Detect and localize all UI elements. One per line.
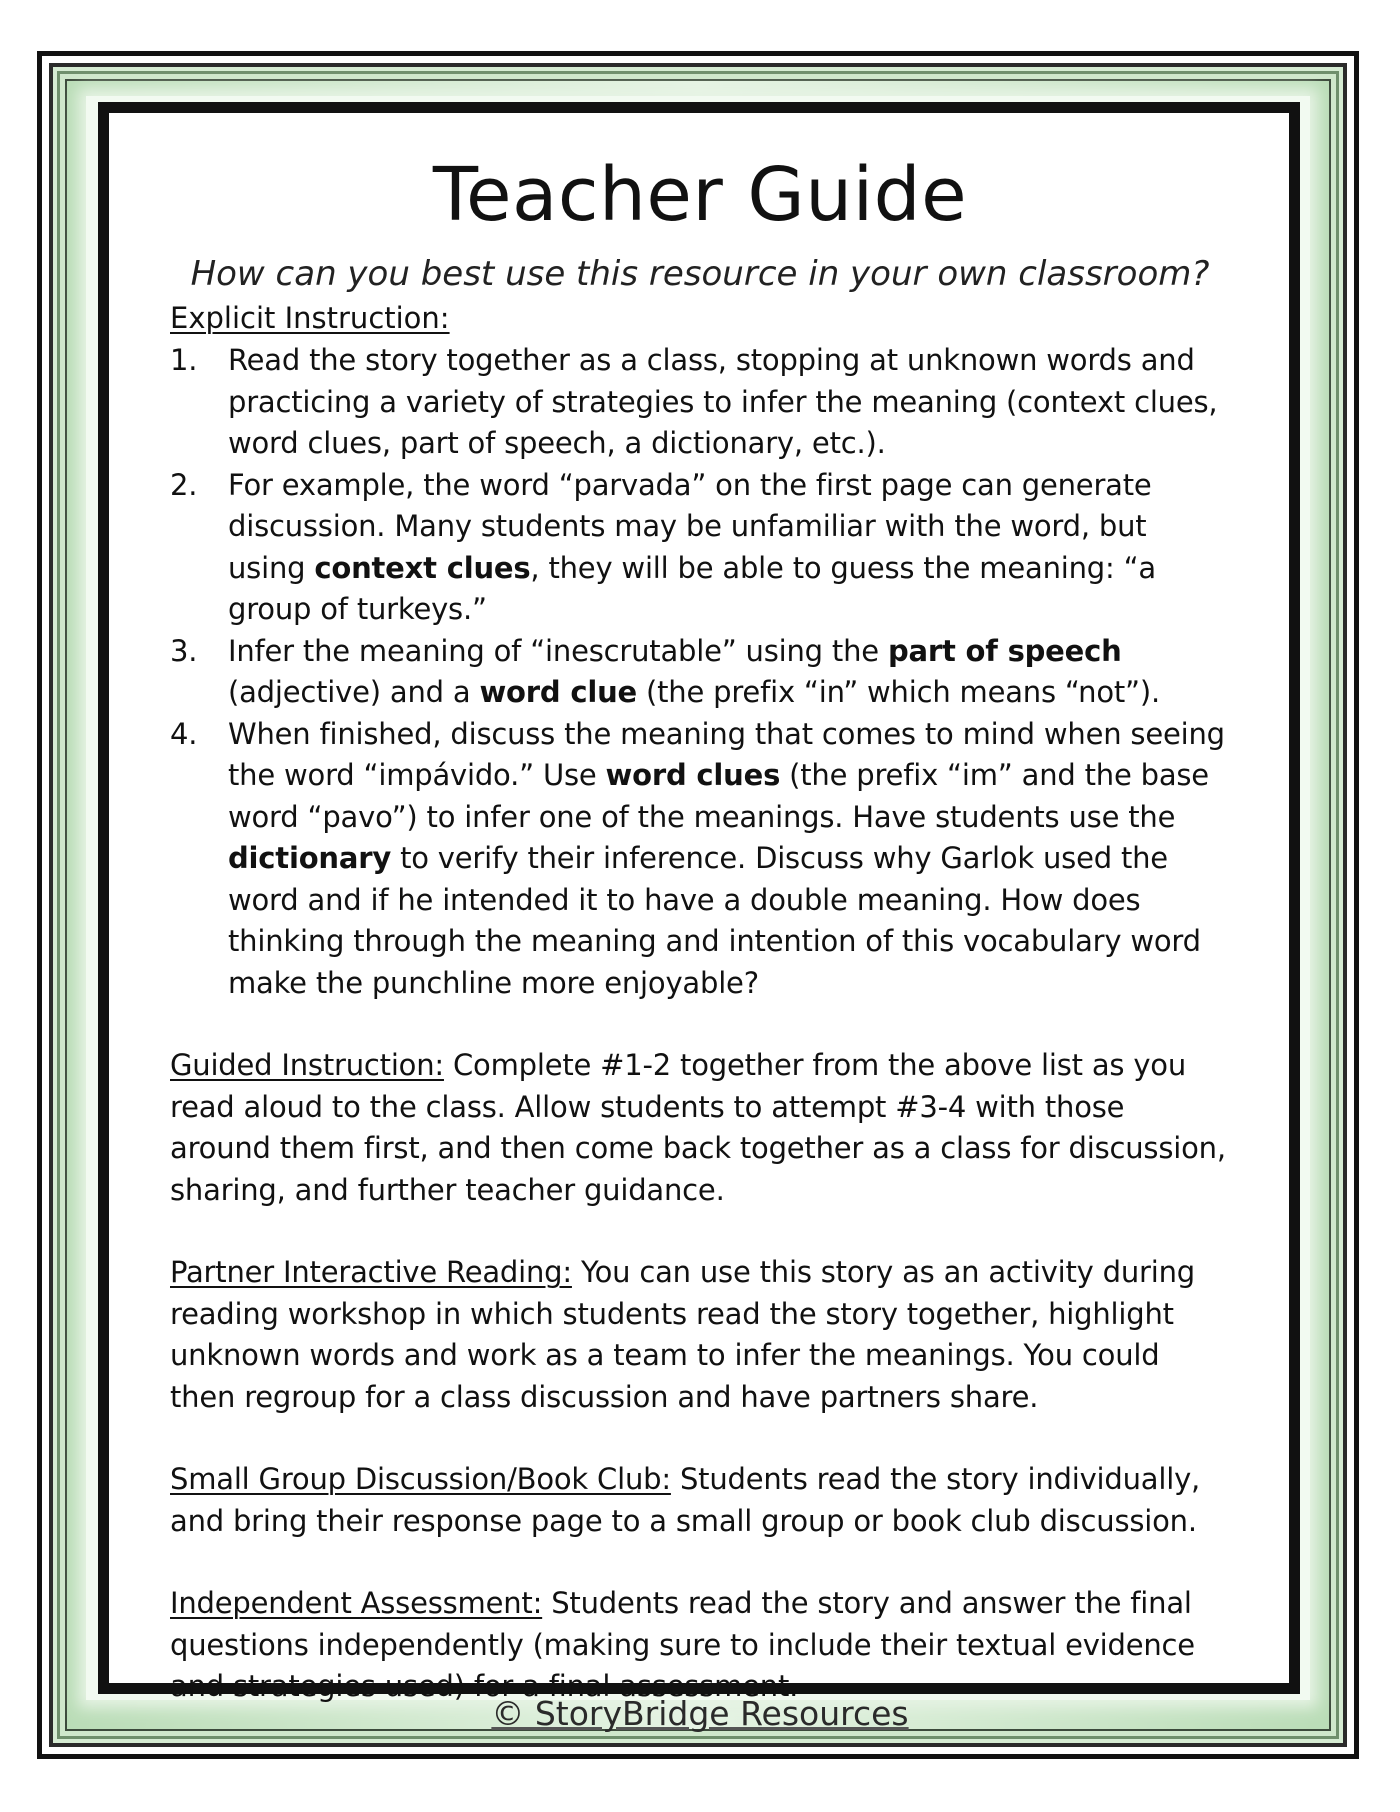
independent-assessment-paragraph — [170, 1583, 1230, 1708]
step-number: 3. — [170, 633, 198, 668]
guided-instruction-text: Complete #1-2 together from the above list as you read aloud to the class. Allow students to attempt #3-4 with those around them first, and then come back together as a class for discussion, sharing, and further teacher guidance. — [170, 1048, 1226, 1207]
copyright-footer: © StoryBridge Resources — [491, 1694, 909, 1733]
step-bold-term: word clues — [605, 758, 781, 792]
step-text: , they will be able to guess the meaning: “a group of turkeys.” — [228, 550, 1156, 626]
step-bold-term: word clue — [479, 675, 637, 709]
independent-assessment-text: Students read the story and answer the final questions independently (making sure to include their textual evidence and strategies used) for a final assessment. — [170, 1586, 1195, 1703]
guided-instruction-paragraph — [170, 1045, 1230, 1211]
list-item — [170, 465, 1230, 631]
page-subtitle: How can you best use this resource in your own classroom? — [190, 254, 1210, 294]
spacer — [170, 1542, 1230, 1583]
step-bold-term: context clues — [314, 550, 531, 585]
step-text: Read the story together as a class, stopping at unknown words and practicing a variety of strategies to infer the meaning (context clues, word clues, part of speech, a dictionary, etc.). — [228, 343, 1218, 460]
independent-assessment-label: Independent Assessment: — [170, 1586, 543, 1620]
step-text: When finished, discuss the meaning that comes to mind when seeing the word “impávido.” Use — [228, 716, 1225, 792]
page-title: Teacher Guide — [432, 152, 968, 238]
partner-reading-paragraph — [170, 1252, 1230, 1418]
step-text: (the prefix “in” which means “not”). — [637, 675, 1160, 709]
step-text: Infer the meaning of “inescrutable” using the — [228, 633, 888, 668]
step-bold-term: part of speech — [887, 633, 1122, 668]
explicit-instruction-heading — [170, 298, 1230, 338]
list-item — [170, 631, 1230, 714]
guided-instruction-label: Guided Instruction: — [170, 1048, 444, 1082]
spacer — [170, 1418, 1230, 1459]
list-item — [170, 340, 1230, 465]
step-number: 2. — [170, 467, 198, 502]
step-number: 4. — [170, 716, 198, 751]
explicit-instruction-label: Explicit Instruction: — [170, 301, 450, 335]
partner-reading-label: Partner Interactive Reading: — [170, 1255, 572, 1289]
partner-reading-text: You can use this story as an activity during reading workshop in which students read the story together, highlight unknown words and work as a team to infer the meanings. You could then regroup for a class discussion and have partners share. — [170, 1255, 1196, 1414]
step-text: to verify their inference. Discuss why Garlok used the word and if he intended it to have a double meaning. How does thinking through the meaning and intention of this vocabulary word make the punchline more enjoyable? — [228, 841, 1201, 1000]
step-number: 1. — [170, 343, 198, 377]
spacer — [170, 1211, 1230, 1252]
spacer — [170, 1004, 1230, 1045]
explicit-steps-list — [170, 340, 1230, 1004]
list-item — [170, 714, 1230, 1005]
page-content — [170, 122, 1230, 1708]
step-text: For example, the word “parvada” on the first page can generate discussion. Many students may be unfamiliar with the word, but using — [228, 467, 1152, 585]
small-group-paragraph — [170, 1459, 1230, 1542]
small-group-label: Small Group Discussion/Book Club: — [170, 1462, 671, 1496]
small-group-text: Students read the story individually, and bring their response page to a small group or book club discussion. — [170, 1462, 1201, 1538]
step-text: (the prefix “im” and the base word “pavo”) to infer one of the meanings. Have students use the — [228, 758, 1209, 834]
step-text: (adjective) and a — [228, 675, 480, 709]
step-bold-term: dictionary — [228, 841, 392, 875]
